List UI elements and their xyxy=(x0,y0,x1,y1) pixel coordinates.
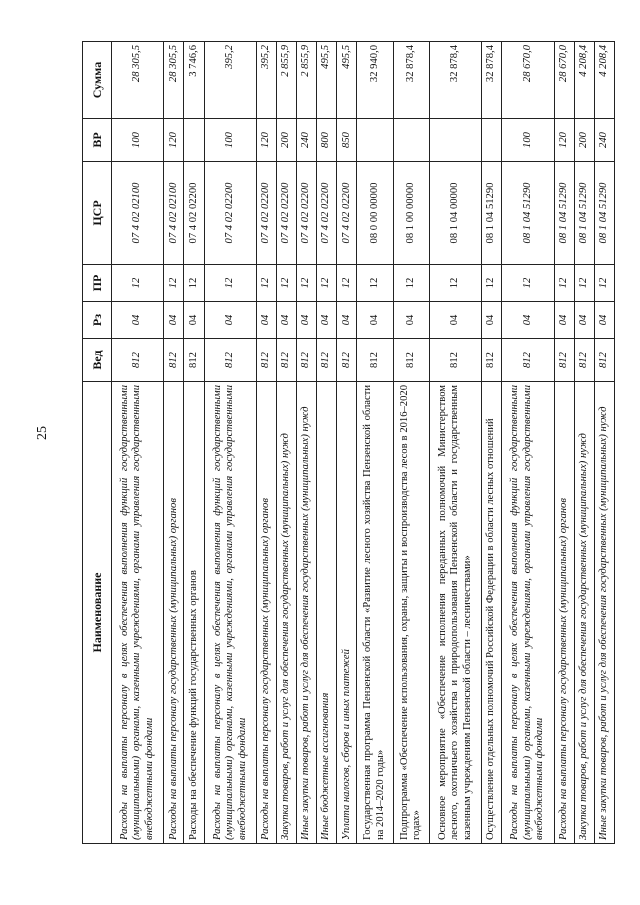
cell-vr xyxy=(482,119,502,162)
cell-sum: 28 305,5 xyxy=(164,42,184,119)
cell-vr: 850 xyxy=(337,119,357,162)
column-header-pr: ПР xyxy=(83,265,112,302)
cell-name: Уплата налогов, сборов и иных платежей xyxy=(337,382,357,844)
cell-vr: 200 xyxy=(277,119,297,162)
cell-ved: 812 xyxy=(317,339,337,382)
table-row xyxy=(502,42,554,844)
cell-name: Расходы на выплаты персоналу в целях обеспечения выполнения функций государственными (муниципальными) органами, казенными учреждениями, органами управления государственными внебюджетными фондами xyxy=(112,382,164,844)
table-row xyxy=(429,42,481,844)
cell-name: Расходы на выплаты персоналу государственных (муниципальных) органов xyxy=(554,382,574,844)
cell-sum: 2 855,9 xyxy=(297,42,317,119)
cell-ved: 812 xyxy=(256,339,276,382)
table-row xyxy=(256,42,276,844)
cell-csr: 07 4 02 02200 xyxy=(297,162,317,265)
cell-pr: 12 xyxy=(554,265,574,302)
column-header-ved: Вед xyxy=(83,339,112,382)
table-row xyxy=(204,42,256,844)
cell-pr: 12 xyxy=(204,265,256,302)
cell-name: Расходы на выплаты персоналу в целях обеспечения выполнения функций государственными (муниципальными) органами, казенными учреждениями, органами управления государственными внебюджетными фондами xyxy=(204,382,256,844)
cell-vr: 200 xyxy=(574,119,594,162)
cell-pr: 12 xyxy=(184,265,204,302)
cell-vr: 240 xyxy=(594,119,614,162)
table-header-row xyxy=(83,42,112,844)
cell-csr: 07 4 02 02100 xyxy=(112,162,164,265)
cell-name: Закупка товаров, работ и услуг для обеспечения государственных (муниципальных) нужд xyxy=(277,382,297,844)
table-row xyxy=(574,42,594,844)
cell-rz: 04 xyxy=(337,302,357,339)
cell-rz: 04 xyxy=(184,302,204,339)
cell-ved: 812 xyxy=(574,339,594,382)
cell-name: Иные бюджетные ассигнования xyxy=(317,382,337,844)
cell-pr: 12 xyxy=(357,265,393,302)
cell-pr: 12 xyxy=(317,265,337,302)
cell-vr: 100 xyxy=(204,119,256,162)
cell-pr: 12 xyxy=(594,265,614,302)
cell-ved: 812 xyxy=(554,339,574,382)
cell-rz: 04 xyxy=(429,302,481,339)
cell-vr xyxy=(429,119,481,162)
table-row xyxy=(184,42,204,844)
table-row xyxy=(297,42,317,844)
cell-ved: 812 xyxy=(164,339,184,382)
table-row xyxy=(357,42,393,844)
column-header-sum: Сумма xyxy=(83,42,112,119)
cell-name: Расходы на обеспечение функций государственных органов xyxy=(184,382,204,844)
cell-sum: 28 670,0 xyxy=(502,42,554,119)
cell-name: Основное мероприятие «Обеспечение исполнения переданных полномочий Министерством лесного, охотничьего хозяйства и природопользования Пензенской области и государственным казенным учреждениям Пензенской области – лесничествами» xyxy=(429,382,481,844)
cell-pr: 12 xyxy=(256,265,276,302)
cell-vr: 120 xyxy=(256,119,276,162)
cell-rz: 04 xyxy=(574,302,594,339)
cell-rz: 04 xyxy=(357,302,393,339)
cell-ved: 812 xyxy=(337,339,357,382)
cell-sum: 495,5 xyxy=(317,42,337,119)
cell-sum: 28 305,5 xyxy=(112,42,164,119)
cell-csr: 08 0 00 00000 xyxy=(357,162,393,265)
cell-vr xyxy=(393,119,429,162)
cell-sum: 2 855,9 xyxy=(277,42,297,119)
cell-rz: 04 xyxy=(317,302,337,339)
cell-rz: 04 xyxy=(164,302,184,339)
cell-rz: 04 xyxy=(204,302,256,339)
cell-csr: 08 1 04 00000 xyxy=(429,162,481,265)
cell-vr: 100 xyxy=(502,119,554,162)
cell-pr: 12 xyxy=(429,265,481,302)
cell-pr: 12 xyxy=(482,265,502,302)
cell-ved: 812 xyxy=(184,339,204,382)
cell-vr: 100 xyxy=(112,119,164,162)
page-number: 25 xyxy=(35,426,50,440)
table-row xyxy=(337,42,357,844)
cell-name: Подпрограмма «Обеспечение использования, охраны, защиты и воспроизводства лесов в 2016–2020 годах» xyxy=(393,382,429,844)
cell-pr: 12 xyxy=(277,265,297,302)
cell-ved: 812 xyxy=(277,339,297,382)
cell-name: Закупка товаров, работ и услуг для обеспечения государственных (муниципальных) нужд xyxy=(574,382,594,844)
table-row xyxy=(594,42,614,844)
column-header-vr: ВР xyxy=(83,119,112,162)
cell-ved: 812 xyxy=(204,339,256,382)
cell-rz: 04 xyxy=(112,302,164,339)
table-body xyxy=(112,42,615,844)
cell-csr: 07 4 02 02200 xyxy=(277,162,297,265)
cell-name: Расходы на выплаты персоналу государственных (муниципальных) органов xyxy=(164,382,184,844)
cell-csr: 07 4 02 02100 xyxy=(164,162,184,265)
cell-sum: 395,2 xyxy=(256,42,276,119)
cell-name: Осуществление отдельных полномочий Российской Федерации в области лесных отношений xyxy=(482,382,502,844)
cell-csr: 08 1 04 51290 xyxy=(574,162,594,265)
column-header-rz: Рз xyxy=(83,302,112,339)
cell-csr: 08 1 04 51290 xyxy=(554,162,574,265)
cell-ved: 812 xyxy=(393,339,429,382)
cell-vr: 240 xyxy=(297,119,317,162)
cell-sum: 32 878,4 xyxy=(393,42,429,119)
column-header-name: Наименование xyxy=(83,382,112,844)
table-row xyxy=(317,42,337,844)
cell-ved: 812 xyxy=(502,339,554,382)
cell-ved: 812 xyxy=(297,339,317,382)
cell-pr: 12 xyxy=(297,265,317,302)
cell-rz: 04 xyxy=(277,302,297,339)
cell-vr xyxy=(357,119,393,162)
cell-vr: 120 xyxy=(164,119,184,162)
cell-pr: 12 xyxy=(393,265,429,302)
cell-ved: 812 xyxy=(429,339,481,382)
table-row xyxy=(164,42,184,844)
cell-sum: 4 208,4 xyxy=(594,42,614,119)
cell-rz: 04 xyxy=(297,302,317,339)
cell-pr: 12 xyxy=(574,265,594,302)
column-header-csr: ЦСР xyxy=(83,162,112,265)
cell-rz: 04 xyxy=(594,302,614,339)
cell-sum: 395,2 xyxy=(204,42,256,119)
cell-sum: 3 746,6 xyxy=(184,42,204,119)
cell-name: Иные закупки товаров, работ и услуг для обеспечения государственных (муниципальных) нужд xyxy=(594,382,614,844)
cell-csr: 07 4 02 02200 xyxy=(204,162,256,265)
table-row xyxy=(393,42,429,844)
cell-csr: 08 1 00 00000 xyxy=(393,162,429,265)
cell-sum: 28 670,0 xyxy=(554,42,574,119)
cell-ved: 812 xyxy=(594,339,614,382)
cell-csr: 07 4 02 02200 xyxy=(184,162,204,265)
cell-vr: 120 xyxy=(554,119,574,162)
cell-rz: 04 xyxy=(256,302,276,339)
cell-csr: 07 4 02 02200 xyxy=(256,162,276,265)
cell-vr xyxy=(184,119,204,162)
cell-vr: 800 xyxy=(317,119,337,162)
cell-csr: 08 1 04 51290 xyxy=(502,162,554,265)
cell-sum: 32 878,4 xyxy=(482,42,502,119)
table-row xyxy=(554,42,574,844)
cell-name: Иные закупки товаров, работ и услуг для обеспечения государственных (муниципальных) нужд xyxy=(297,382,317,844)
cell-csr: 08 1 04 51290 xyxy=(482,162,502,265)
cell-name: Расходы на выплаты персоналу в целях обеспечения выполнения функций государственными (муниципальными) органами, казенными учреждениями, органами управления государственными внебюджетными фондами xyxy=(502,382,554,844)
cell-pr: 12 xyxy=(502,265,554,302)
cell-rz: 04 xyxy=(502,302,554,339)
cell-name: Государственная программа Пензенской области «Развитие лесного хозяйства Пензенской области на 2014–2020 годы» xyxy=(357,382,393,844)
rotated-page xyxy=(82,42,615,844)
cell-rz: 04 xyxy=(393,302,429,339)
cell-csr: 07 4 02 02200 xyxy=(337,162,357,265)
cell-csr: 07 4 02 02200 xyxy=(317,162,337,265)
cell-sum: 32 878,4 xyxy=(429,42,481,119)
cell-ved: 812 xyxy=(357,339,393,382)
cell-name: Расходы на выплаты персоналу государственных (муниципальных) органов xyxy=(256,382,276,844)
table-row xyxy=(277,42,297,844)
cell-sum: 4 208,4 xyxy=(574,42,594,119)
table-row xyxy=(482,42,502,844)
cell-csr: 08 1 04 51290 xyxy=(594,162,614,265)
budget-table xyxy=(82,41,615,844)
cell-ved: 812 xyxy=(112,339,164,382)
cell-sum: 32 940,0 xyxy=(357,42,393,119)
cell-rz: 04 xyxy=(554,302,574,339)
cell-ved: 812 xyxy=(482,339,502,382)
cell-rz: 04 xyxy=(482,302,502,339)
cell-sum: 495,5 xyxy=(337,42,357,119)
table-row xyxy=(112,42,164,844)
cell-pr: 12 xyxy=(164,265,184,302)
cell-pr: 12 xyxy=(112,265,164,302)
cell-pr: 12 xyxy=(337,265,357,302)
